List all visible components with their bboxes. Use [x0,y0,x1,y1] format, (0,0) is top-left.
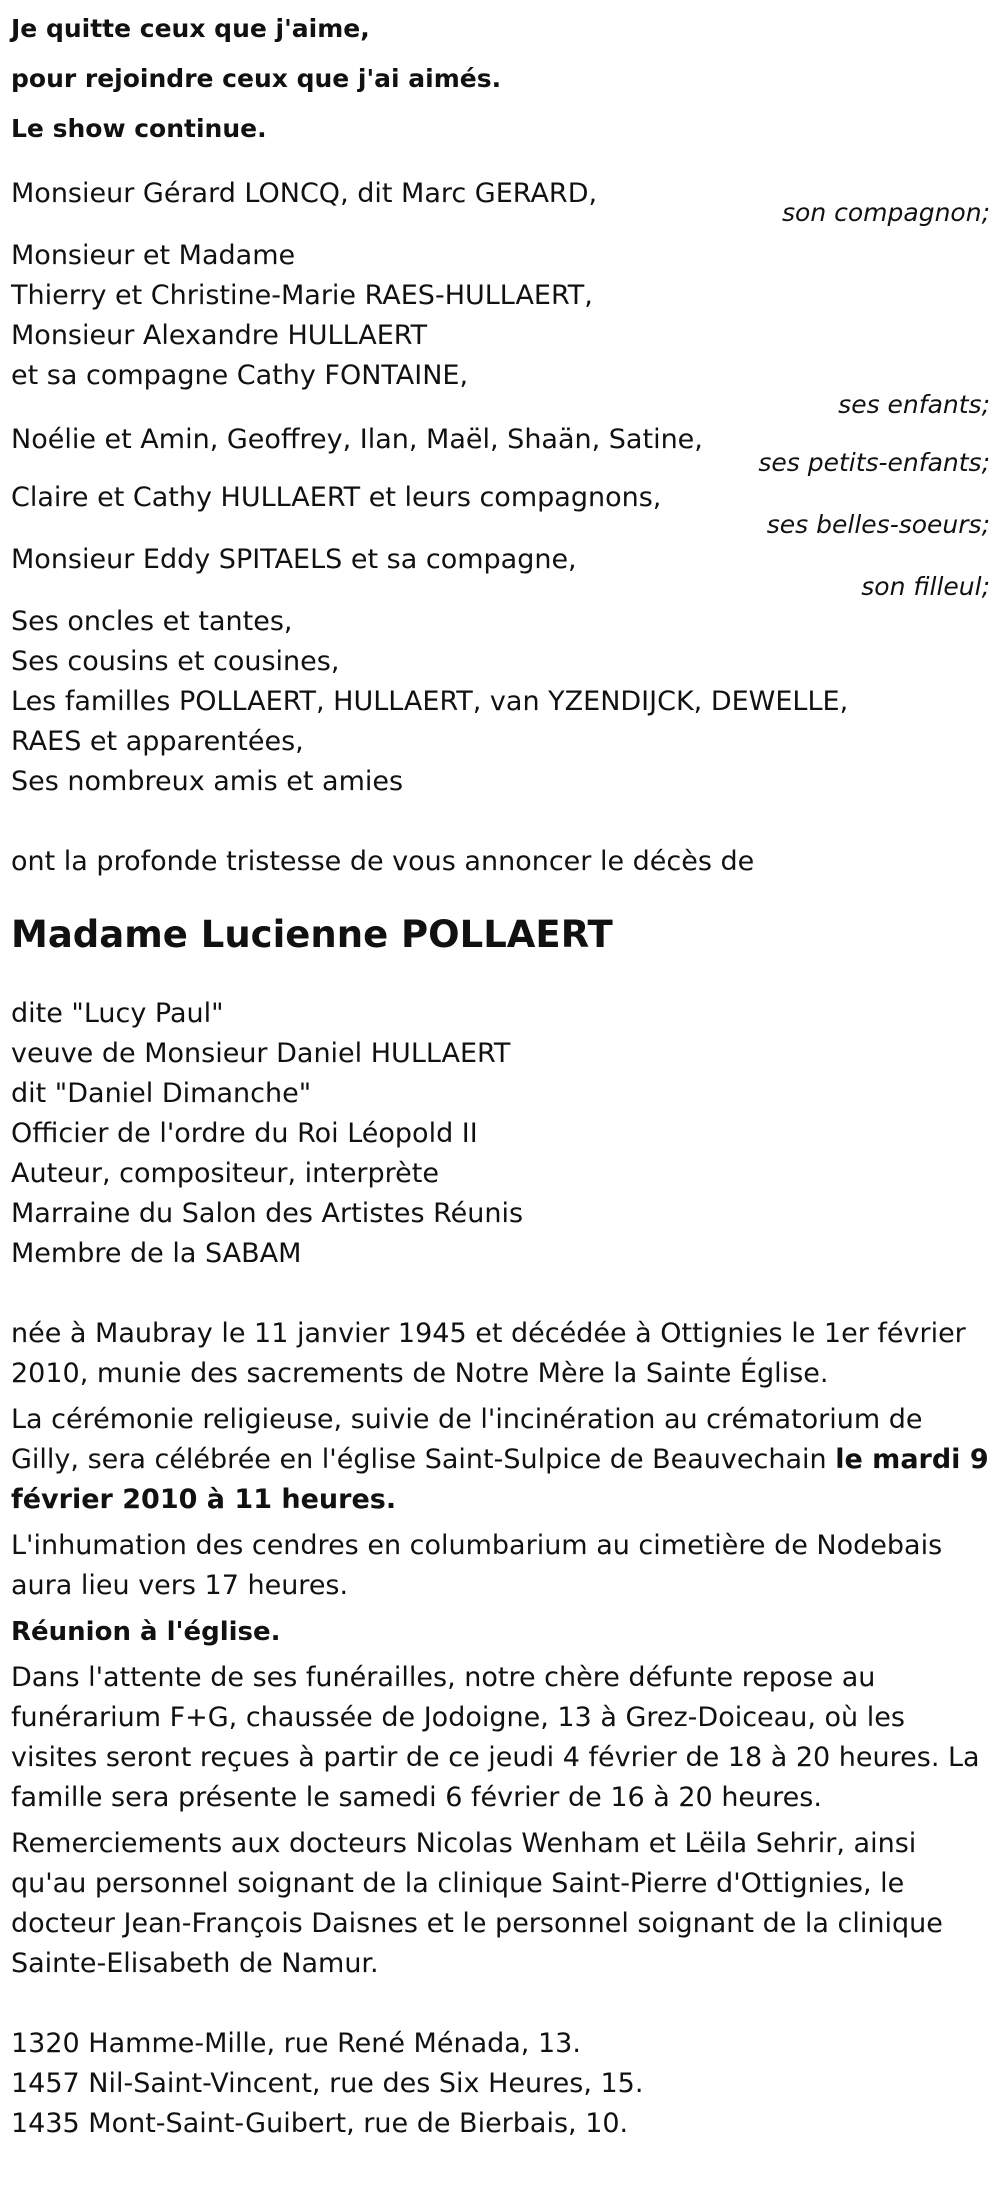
family-line: Ses oncles et tantes, [11,606,293,637]
family-grandchildren [11,420,991,477]
relation-label: son compagnon; [782,198,990,227]
ceremony-date: le mardi 9 février 2010 à 11 heures. [11,1444,989,1515]
deceased-name: Madame Lucienne POLLAERT [11,913,613,956]
family-line: Monsieur et Madame [11,240,296,271]
deceased-details [11,994,991,1274]
epigraph [11,4,991,154]
addresses [11,2024,991,2144]
relation-label: ses belles-soeurs; [766,510,990,539]
detail-line: dite "Lucy Paul" [11,998,224,1029]
ceremony-text: La cérémonie religieuse, suivie de l'incinération au crématorium de Gilly, sera célébrée en l'église Saint-Sulpice de Beauvechain [11,1404,923,1475]
family-line: Ses nombreux amis et amies [11,766,404,797]
family-line: Les familles POLLAERT, HULLAERT, van YZENDIJCK, DEWELLE, [11,686,849,717]
family-children [11,236,991,419]
family-line: Noélie et Amin, Geoffrey, Ilan, Maël, Shaän, Satine, [11,424,703,455]
family-sisters-in-law [11,478,991,539]
relation-label: ses enfants; [838,390,990,419]
thanks-paragraph: Remerciements aux docteurs Nicolas Wenham et Lëila Sehrir, ainsi qu'au personnel soignant de la clinique Saint-Pierre d'Ottignies, le docteur Jean-François Daisnes et le personnel soignant de la clinique Sainte-Elisabeth de Namur. [11,1828,943,1979]
family-line: et sa compagne Cathy FONTAINE, [11,360,469,391]
announcement: ont la profonde tristesse de vous annoncer le décès de [11,846,755,877]
family-line: Monsieur Gérard LONCQ, dit Marc GERARD, [11,178,598,209]
family-line: Ses cousins et cousines, [11,646,340,677]
epigraph-line: pour rejoindre ceux que j'ai aimés. [11,64,502,93]
address-line: 1320 Hamme-Mille, rue René Ménada, 13. [11,2028,581,2059]
detail-line: Marraine du Salon des Artistes Réunis [11,1198,524,1229]
address-line: 1435 Mont-Saint-Guibert, rue de Bierbais, 10. [11,2108,629,2139]
family-line: RAES et apparentées, [11,726,304,757]
epigraph-line: Je quitte ceux que j'aime, [11,14,370,43]
ceremony-paragraph [11,1400,991,1520]
birth-death-paragraph: née à Maubray le 11 janvier 1945 et décédée à Ottignies le 1er février 2010, munie des sacrements de Notre Mère la Sainte Église. [11,1318,966,1389]
family-line: Claire et Cathy HULLAERT et leurs compagnons, [11,482,662,513]
family-line: Thierry et Christine-Marie RAES-HULLAERT, [11,280,593,311]
obituary-notice [11,4,991,2144]
detail-line: dit "Daniel Dimanche" [11,1078,312,1109]
family-line: Monsieur Alexandre HULLAERT [11,320,428,351]
burial-paragraph: L'inhumation des cendres en columbarium au cimetière de Nodebais aura lieu vers 17 heures. [11,1530,943,1601]
meeting-note: Réunion à l'église. [11,1617,281,1647]
detail-line: Auteur, compositeur, interprète [11,1158,439,1189]
detail-line: Membre de la SABAM [11,1238,302,1269]
family-others [11,602,991,802]
epigraph-line: Le show continue. [11,114,267,143]
address-line: 1457 Nil-Saint-Vincent, rue des Six Heures, 15. [11,2068,644,2099]
family-line: Monsieur Eddy SPITAELS et sa compagne, [11,544,577,575]
detail-line: Officier de l'ordre du Roi Léopold II [11,1118,478,1149]
family-companion [11,174,991,227]
family-godson [11,540,991,601]
detail-line: veuve de Monsieur Daniel HULLAERT [11,1038,511,1069]
relation-label: ses petits-enfants; [758,448,990,477]
visits-paragraph: Dans l'attente de ses funérailles, notre chère défunte repose au funérarium F+G, chaussée de Jodoigne, 13 à Grez-Doiceau, où les visites seront reçues à partir de ce jeudi 4 février de 18 à 20 heures. La famille sera présente le samedi 6 février de 16 à 20 heures. [11,1662,980,1813]
relation-label: son filleul; [861,572,990,601]
